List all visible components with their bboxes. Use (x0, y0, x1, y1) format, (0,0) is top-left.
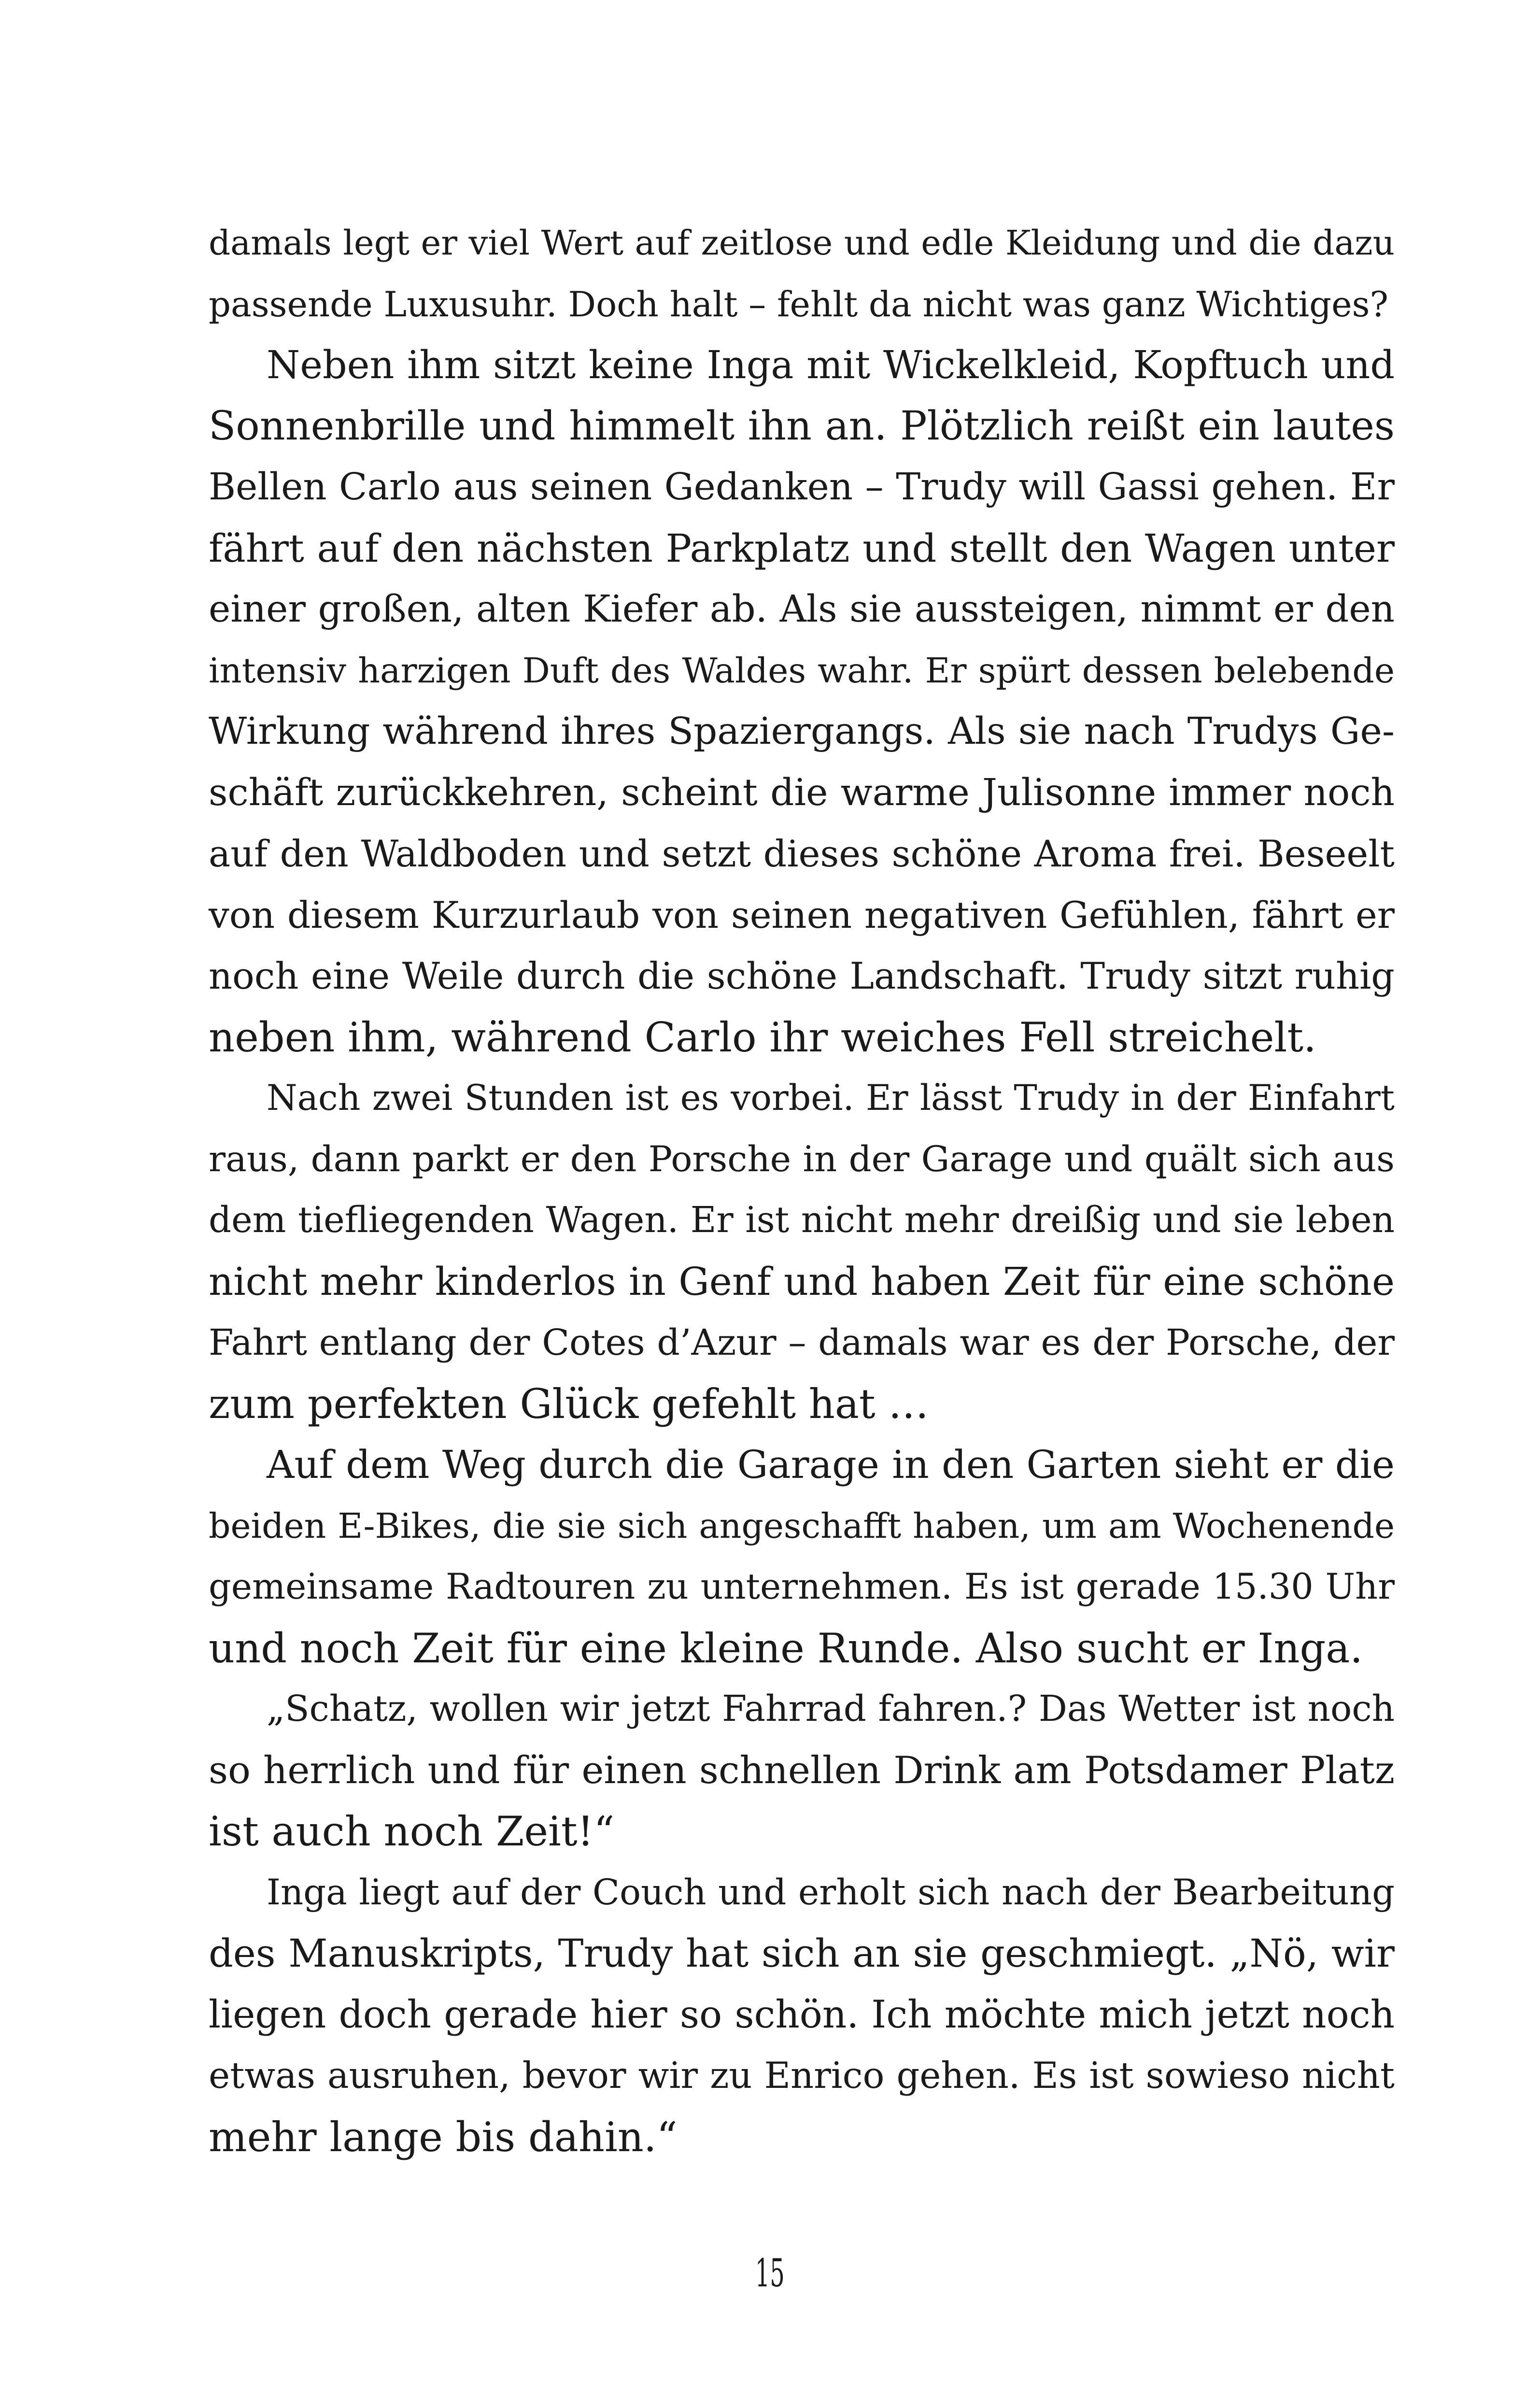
text-line: passende Luxusuhr. Doch halt – fehlt da nicht was ganz Wichtiges? (209, 284, 1388, 325)
text-line: dem tiefliegenden Wagen. Er ist nicht mehr dreißig und sie leben (209, 1200, 1395, 1241)
body-text (209, 213, 1395, 2168)
text-line: Auf dem Weg durch die Garage in den Garten sieht er die (267, 1442, 1395, 1487)
text-line: neben ihm, während Carlo ihr weiches Fell streichelt. (209, 1013, 1316, 1061)
text-line: des Manuskripts, Trudy hat sich an sie geschmiegt. „Nö, wir (209, 1931, 1395, 1976)
text-line: Nach zwei Stunden ist es vorbei. Er lässt Trudy in der Einfahrt (267, 1078, 1395, 1119)
text-line: auf den Waldboden und setzt dieses schöne Aroma frei. Beseelt (209, 833, 1395, 875)
text-line: Fahrt entlang der Cotes d’Azur – damals war es der Porsche, der (209, 1321, 1395, 1363)
text-line: schäft zurückkehren, scheint die warme Julisonne immer noch (209, 771, 1395, 814)
text-line: Inga liegt auf der Couch und erholt sich nach der Bearbeitung (267, 1871, 1395, 1913)
text-line: fährt auf den nächsten Parkplatz und stellt den Wagen unter (209, 525, 1395, 571)
text-line: mehr lange bis dahin.“ (209, 2113, 678, 2161)
text-line: noch eine Weile durch die schöne Landschaft. Trudy sitzt ruhig (209, 954, 1395, 997)
text-line: Wirkung während ihres Spaziergangs. Als sie nach Trudys Ge- (209, 710, 1395, 753)
text-line: gemeinsame Radtouren zu unternehmen. Es ist gerade 15.30 Uhr (209, 1566, 1395, 1607)
text-line: Bellen Carlo aus seinen Gedanken – Trudy will Gassi gehen. Er (209, 466, 1395, 509)
text-line: ist auch noch Zeit!“ (209, 1808, 615, 1855)
text-line: Sonnenbrille und himmelt ihn an. Plötzlich reißt ein lautes (209, 403, 1395, 449)
text-line: so herrlich und für einen schnellen Drink am Potsdamer Platz (209, 1748, 1395, 1792)
text-line: beiden E-Bikes, die sie sich angeschafft haben, um am Wochenende (209, 1505, 1395, 1546)
text-line: Neben ihm sitzt keine Inga mit Wickelkleid, Kopftuch und (267, 343, 1395, 387)
text-line: etwas ausruhen, bevor wir zu Enrico gehen. Es ist sowieso nicht (209, 2055, 1395, 2097)
text-line: von diesem Kurzurlaub von seinen negativen Gefühlen, fährt er (209, 893, 1395, 936)
text-line: einer großen, alten Kiefer ab. Als sie aussteigen, nimmt er den (209, 588, 1395, 631)
page-number: 15 (755, 2251, 785, 2296)
text-line: damals legt er viel Wert auf zeitlose und edle Kleidung und die dazu (209, 223, 1395, 263)
text-line: raus, dann parkt er den Porsche in der Garage und quält sich aus (209, 1138, 1395, 1180)
text-line: und noch Zeit für eine kleine Runde. Also sucht er Inga. (209, 1624, 1363, 1672)
text-line: nicht mehr kinderlos in Genf und haben Zeit für eine schöne (209, 1259, 1395, 1304)
text-line: „Schatz, wollen wir jetzt Fahrrad fahren.? Das Wetter ist noch (267, 1688, 1395, 1730)
text-line: liegen doch gerade hier so schön. Ich möchte mich jetzt noch (209, 1992, 1395, 2037)
text-line: zum perfekten Glück gefehlt hat … (209, 1380, 929, 1428)
text-line: intensiv harzigen Duft des Waldes wahr. Er spürt dessen belebende (209, 650, 1395, 691)
